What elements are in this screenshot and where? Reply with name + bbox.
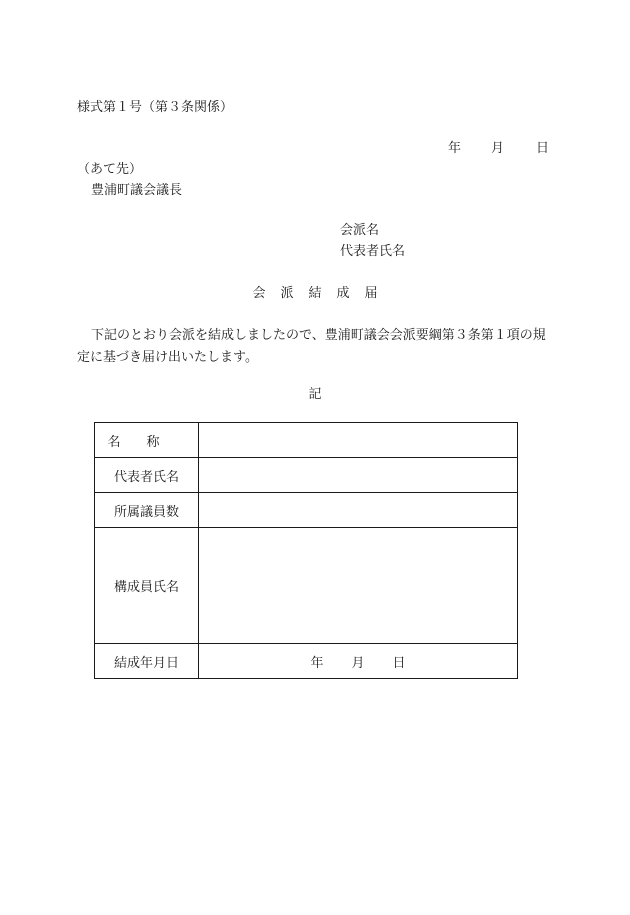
faction-name-label: 会派名 bbox=[340, 223, 380, 238]
date-month-unit: 月 bbox=[491, 141, 505, 156]
document-title: 会派結成届 bbox=[252, 286, 393, 301]
date-line bbox=[448, 141, 549, 157]
table-row-formation-date bbox=[95, 644, 518, 679]
addressee-recipient: 豊浦町議会議長 bbox=[91, 183, 183, 198]
member-count-label: 所属議員数 bbox=[95, 493, 199, 528]
representative-name-label: 代表者氏名 bbox=[340, 244, 406, 259]
table-row-name bbox=[95, 423, 518, 458]
formation-date-field[interactable] bbox=[199, 644, 518, 679]
addressee-label: （あて先） bbox=[77, 162, 143, 177]
members-label: 構成員氏名 bbox=[95, 528, 199, 644]
date-day-unit: 日 bbox=[536, 141, 550, 156]
date-year-unit: 年 bbox=[448, 141, 462, 156]
name-field[interactable] bbox=[199, 423, 518, 458]
representative-field[interactable] bbox=[199, 458, 518, 493]
table-row-members bbox=[95, 528, 518, 644]
name-label: 名称 bbox=[107, 434, 186, 450]
formation-date-day-unit: 日 bbox=[392, 655, 406, 671]
ki-heading: 記 bbox=[308, 387, 322, 402]
form-table bbox=[94, 422, 518, 679]
formation-date-month-unit: 月 bbox=[351, 655, 365, 671]
table-row-member-count bbox=[95, 493, 518, 528]
formation-date-label: 結成年月日 bbox=[95, 644, 199, 679]
member-count-field[interactable] bbox=[199, 493, 518, 528]
body-text: 下記のとおり会派を結成しましたので、豊浦町議会会派要綱第３条第１項の規定に基づき届け出いたします。 bbox=[77, 328, 546, 365]
members-field[interactable] bbox=[199, 528, 518, 644]
table-row-representative bbox=[95, 458, 518, 493]
formation-date-year-unit: 年 bbox=[310, 655, 324, 671]
representative-row-label: 代表者氏名 bbox=[95, 458, 199, 493]
form-number: 様式第１号（第３条関係） bbox=[77, 100, 234, 115]
